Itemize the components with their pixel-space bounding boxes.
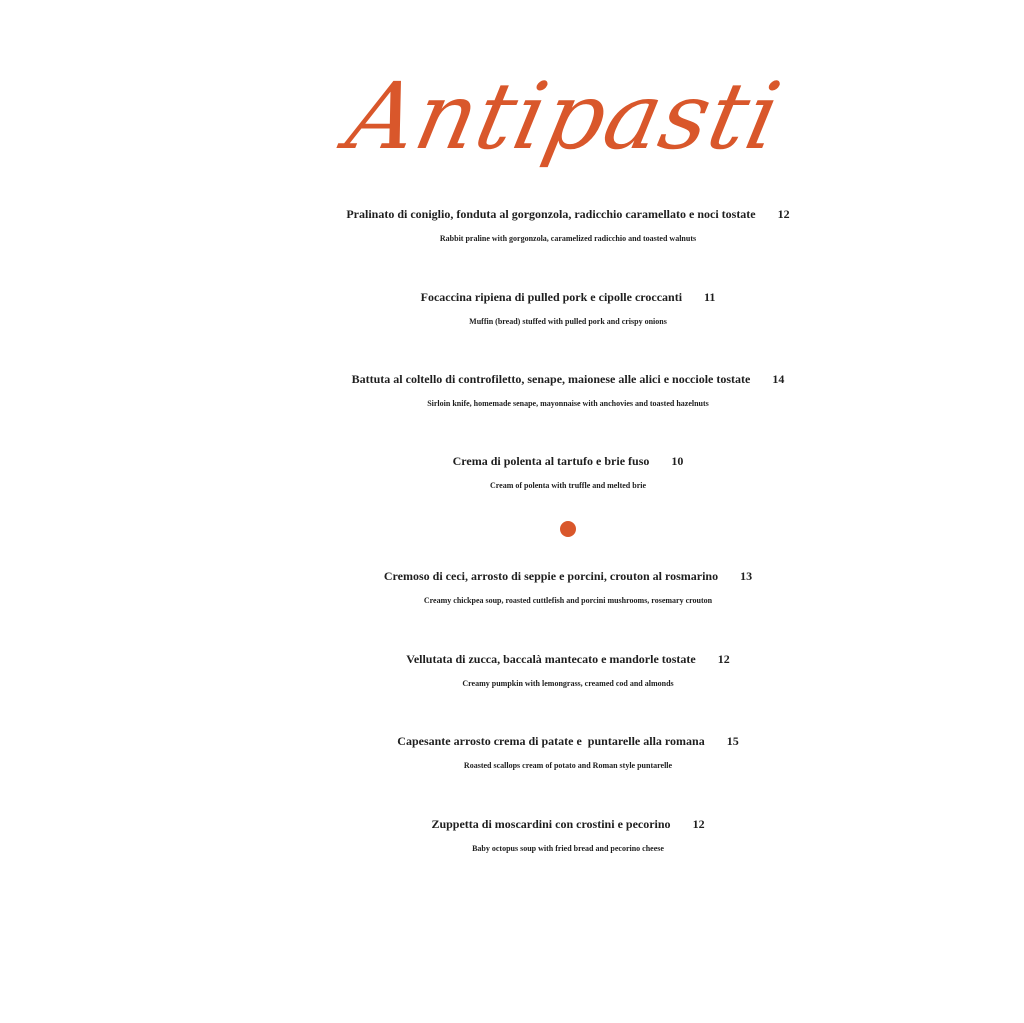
dish-name: Zuppetta di moscardini con crostini e pecorino [431, 817, 671, 831]
dish-description: Sirloin knife, homemade senape, mayonnaise with anchovies and toasted hazelnuts [427, 399, 709, 408]
dish-description: Creamy pumpkin with lemongrass, creamed cod and almonds [462, 679, 674, 688]
dish-description: Creamy chickpea soup, roasted cuttlefish and porcini mushrooms, rosemary crouton [423, 596, 713, 605]
dish-description: Cream of polenta with truffle and melted brie [489, 481, 647, 490]
dish-price: 12 [777, 207, 790, 221]
dish-name: Focaccina ripiena di pulled pork e cipolle croccanti [420, 290, 683, 304]
dish-description: Roasted scallops cream of potato and Roman style puntarelle [463, 761, 673, 770]
dish-price: 15 [726, 734, 739, 748]
dish-name: Battuta al coltello di controfiletto, senape, maionese alle alici e nocciole tostate [351, 372, 751, 386]
menu-item [0, 447, 1024, 497]
menu-item [0, 810, 1024, 860]
menu-item [0, 365, 1024, 415]
dish-price: 11 [704, 290, 716, 304]
dish-description: Rabbit praline with gorgonzola, caramelized radicchio and toasted walnuts [439, 234, 697, 243]
menu-item [0, 562, 1024, 612]
dish-name: Vellutata di zucca, baccalà mantecato e mandorle tostate [406, 652, 696, 666]
dish-price: 10 [671, 454, 684, 468]
dish-name: Crema di polenta al tartufo e brie fuso [452, 454, 650, 468]
section-title-text: Antipasti [338, 63, 790, 170]
menu-item [0, 645, 1024, 695]
dish-price: 12 [717, 652, 730, 666]
dish-name: Pralinato di coniglio, fonduta al gorgonzola, radicchio caramellato e noci tostate [346, 207, 756, 221]
dish-price: 14 [772, 372, 785, 386]
dish-description: Baby octopus soup with fried bread and pecorino cheese [472, 844, 664, 853]
dish-price: 12 [692, 817, 705, 831]
menu-section-title [0, 52, 1024, 192]
menu-item [0, 283, 1024, 333]
dish-price: 13 [740, 569, 753, 583]
menu-item [0, 200, 1024, 250]
dish-description: Muffin (bread) stuffed with pulled pork and crispy onions [469, 317, 667, 326]
dish-name: Capesante arrosto crema di patate e puntarelle alla romana [397, 734, 705, 748]
dish-name: Cremoso di ceci, arrosto di seppie e porcini, crouton al rosmarino [383, 569, 719, 583]
section-divider-dot [560, 521, 576, 537]
menu-item [0, 727, 1024, 777]
